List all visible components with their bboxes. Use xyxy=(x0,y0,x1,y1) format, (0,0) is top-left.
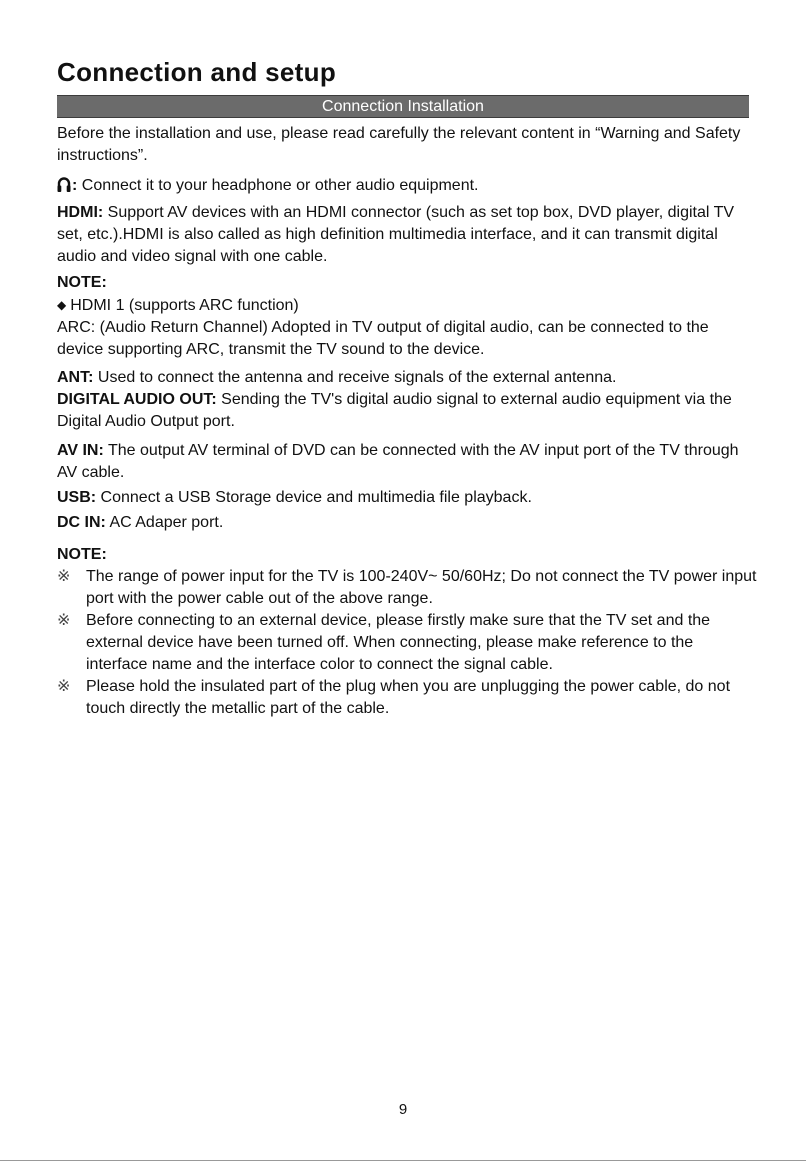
digital-audio-text: Sending the TV's digital audio signal to external audio equipment via the Digital Audio Output port. xyxy=(57,391,732,430)
reference-mark-icon: ※ xyxy=(57,678,71,695)
dc-in-text: AC Adaper port. xyxy=(105,514,224,531)
digital-audio-item xyxy=(57,389,757,433)
note-bullet-text: HDMI 1 (supports ARC function) xyxy=(70,297,299,314)
bottom-rule xyxy=(0,1160,806,1161)
note-item-text: The range of power input for the TV is 100-240V~ 50/60Hz; Do not connect the TV power input port with the power cable out of the above range. xyxy=(86,568,757,607)
page-title: Connection and setup xyxy=(57,57,336,87)
ant-label: ANT: xyxy=(57,369,94,386)
manual-content xyxy=(57,123,757,720)
reference-mark-icon: ※ xyxy=(57,568,71,585)
av-in-text: The output AV terminal of DVD can be connected with the AV input port of the TV through AV cable. xyxy=(57,442,739,481)
hdmi-label: HDMI: xyxy=(57,204,104,221)
page-number: 9 xyxy=(398,1101,408,1118)
note-heading: NOTE: xyxy=(57,274,107,291)
reference-mark-icon: ※ xyxy=(57,612,71,629)
usb-label: USB: xyxy=(57,489,97,506)
headphone-separator: : xyxy=(72,177,78,194)
headphone-icon xyxy=(57,176,71,200)
note-item xyxy=(57,566,757,610)
note-item xyxy=(57,676,757,720)
note-item xyxy=(57,610,757,676)
headphone-item xyxy=(57,175,757,200)
headphone-text: Connect it to your headphone or other audio equipment. xyxy=(77,177,479,194)
digital-audio-label: DIGITAL AUDIO OUT: xyxy=(57,391,217,408)
diamond-bullet-icon: ◆ xyxy=(57,298,67,312)
av-in-label: AV IN: xyxy=(57,442,104,459)
ant-text: Used to connect the antenna and receive signals of the external antenna. xyxy=(93,369,617,386)
av-in-item xyxy=(57,440,757,484)
section-header-title: Connection Installation xyxy=(322,97,484,115)
note-heading-2: NOTE: xyxy=(57,546,107,563)
ant-item xyxy=(57,367,757,389)
power-notes-list xyxy=(57,566,757,720)
note-item-text: Please hold the insulated part of the plug when you are unplugging the power cable, do not touch directly the metallic part of the cable. xyxy=(86,678,731,717)
hdmi-item xyxy=(57,202,757,268)
usb-text: Connect a USB Storage device and multimedia file playback. xyxy=(96,489,532,506)
note-item-text: Before connecting to an external device, please firstly make sure that the TV set and the external device have been turned off. When connecting, please make reference to the interface name and the interface color to connect the signal cable. xyxy=(86,612,711,673)
hdmi-text: Support AV devices with an HDMI connector (such as set top box, DVD player, digital TV set, etc.).HDMI is also called as high definition multimedia interface, and it can transmit digital audio and video signal with one cable. xyxy=(57,204,735,265)
intro-paragraph: Before the installation and use, please read carefully the relevant content in “Warning and Safety instructions”. xyxy=(57,125,741,164)
usb-item xyxy=(57,487,757,509)
section-header-bar xyxy=(57,95,749,118)
dc-in-item xyxy=(57,512,757,534)
note-bullet-item xyxy=(57,294,757,317)
arc-description: ARC: (Audio Return Channel) Adopted in TV output of digital audio, can be connected to the device supporting ARC, transmit the TV sound to the device. xyxy=(57,319,709,358)
dc-in-label: DC IN: xyxy=(57,514,106,531)
